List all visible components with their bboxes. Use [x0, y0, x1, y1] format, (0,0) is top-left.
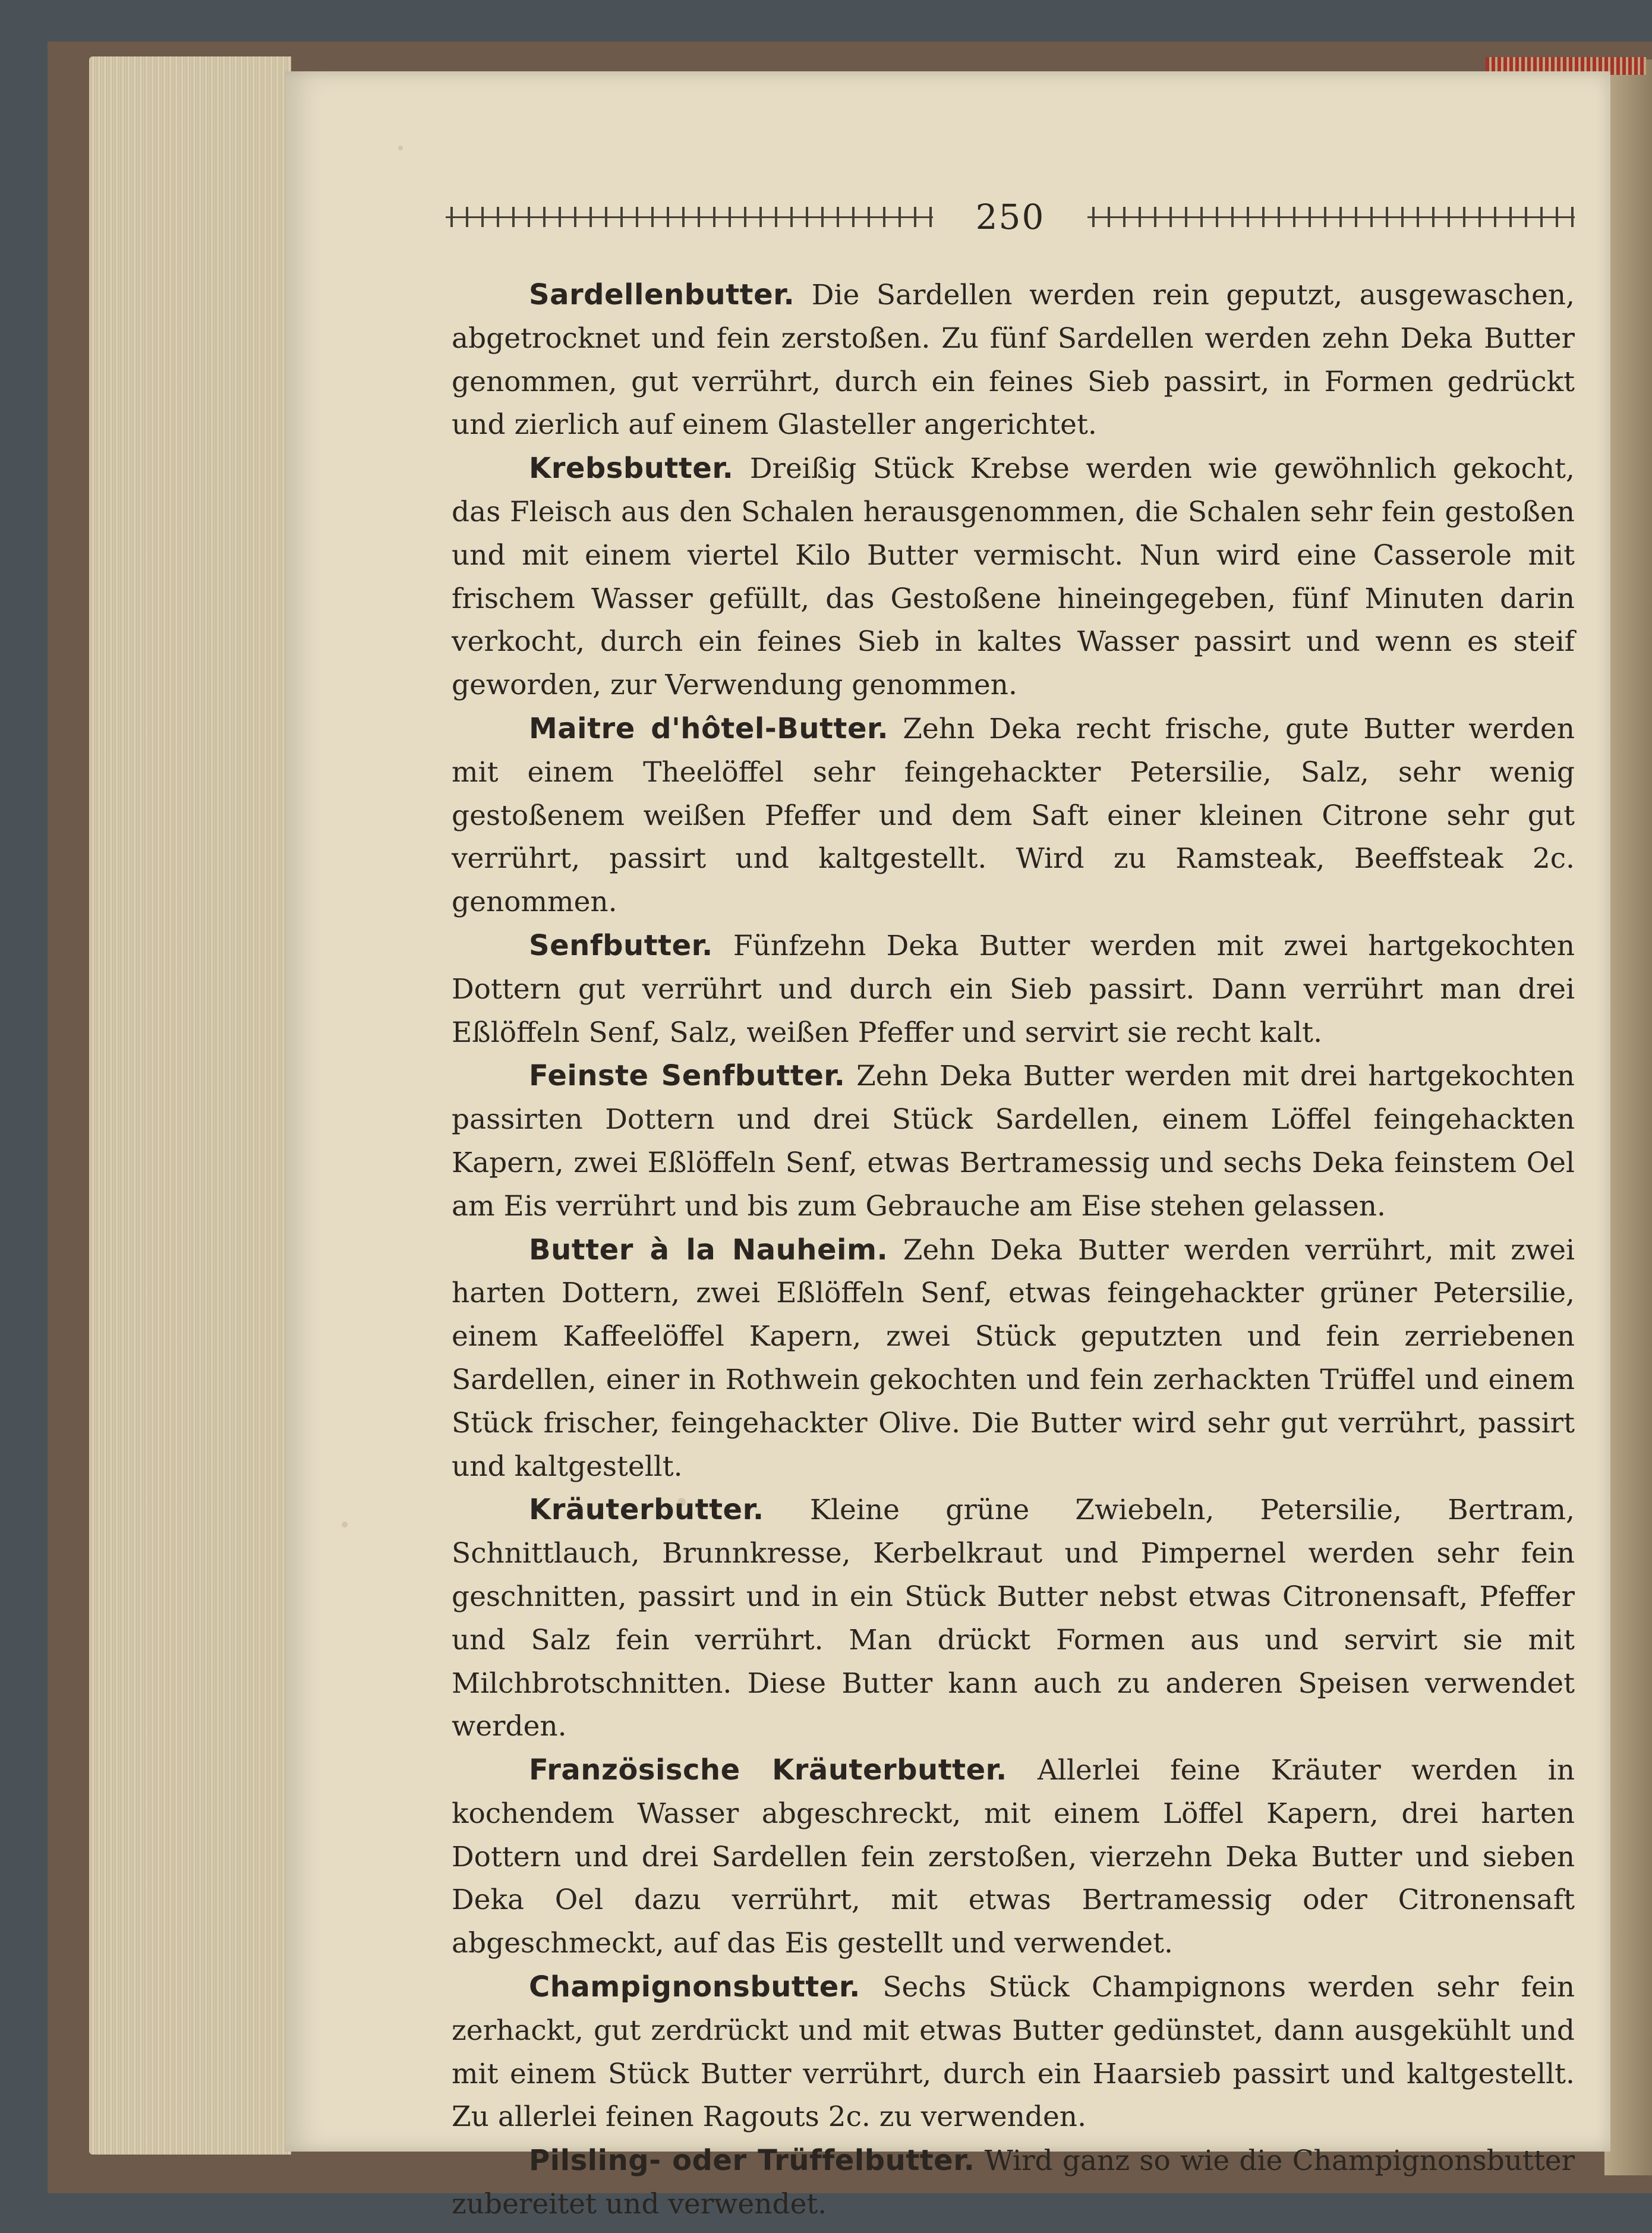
recipe-title: Krebsbutter.	[529, 452, 734, 486]
recipe-title: Butter à la Nauheim.	[529, 1233, 888, 1267]
recipe-title: Feinste Senfbutter.	[529, 1059, 846, 1093]
recipe-body: Allerlei feine Kräuter werden in kochendem Wasser abgeschreckt, mit einem Löffel Kapern, drei harten Dottern und drei Sardellen fein zerstoßen, vierzehn Deka Butter und sieben Deka Oel dazu verrührt, mit etwas Bertramessig oder Citronensaft abgeschmeckt, auf das Eis gestellt und verwendet.	[452, 1754, 1575, 1960]
page-edges	[89, 56, 291, 2155]
recipe-title: Kräuterbutter.	[529, 1493, 764, 1527]
recipe-title: Champignonsbutter.	[529, 1970, 860, 2004]
recipe-entry	[452, 1229, 1575, 1489]
recipe-entry	[452, 1488, 1575, 1749]
recipe-entry	[452, 924, 1575, 1054]
recipe-title: Pilsling- oder Trüffelbutter.	[529, 2144, 975, 2178]
recipe-body: Zehn Deka recht frische, gute Butter werden mit einem Theelöffel sehr feingehackter Petersilie, Salz, sehr wenig gestoßenem weißen Pfeffer und dem Saft einer kleinen Citrone sehr gut verrührt, passirt und kaltgestellt. Wird zu Ramsteak, Beeffsteak 2c. genommen.	[452, 712, 1575, 919]
recipe-body: Die Sardellen werden rein geputzt, ausgewaschen, abgetrocknet und fein zerstoßen. Zu fünf Sardellen werden zehn Deka Butter genommen, gut verrührt, durch ein feines Sieb passirt, in Formen gedrückt und zierlich auf einem Glasteller angerichtet.	[452, 279, 1575, 442]
recipe-body: Sechs Stück Champignons werden sehr fein zerhackt, gut zerdrückt und mit etwas Butter gedünstet, dann ausgekühlt und mit einem Stück Butter verrührt, durch ein Haarsieb passirt und kaltgestellt. Zu allerlei feinen Ragouts 2c. zu verwenden.	[452, 1971, 1575, 2134]
recipe-entry	[452, 447, 1575, 707]
recipe-body: Kleine grüne Zwiebeln, Petersilie, Bertram, Schnittlauch, Brunnkresse, Kerbelkraut und Pimpernel werden sehr fein geschnitten, passirt und in ein Stück Butter nebst etwas Citronensaft, Pfeffer und Salz fein verrührt. Man drückt Formen aus und servirt sie mit Milchbrotschnitten. Diese Butter kann auch zu anderen Speisen verwendet werden.	[452, 1494, 1575, 1743]
recipe-body: Fünfzehn Deka Butter werden mit zwei hartgekochten Dottern gut verrührt und durch ein Sieb passirt. Dann verrührt man drei Eßlöffeln Senf, Salz, weißen Pfeffer und servirt sie recht kalt.	[452, 929, 1575, 1049]
page-stain	[398, 146, 403, 150]
recipe-body: Zehn Deka Butter werden verrührt, mit zwei harten Dottern, zwei Eßlöffeln Senf, etwas feingehackter grüner Petersilie, einem Kaffeelöffel Kapern, zwei Stück geputzten und fein zerriebenen Sardellen, einer in Rothwein gekochten und fein zerhackten Trüffel und einem Stück frischer, feingehackter Olive. Die Butter wird sehr gut verrührt, passirt und kaltgestellt.	[452, 1233, 1575, 1483]
page-header	[446, 193, 1575, 241]
recipe-title: Maitre d'hôtel-Butter.	[529, 711, 889, 745]
right-page-edge	[1604, 59, 1652, 2175]
recipe-title: Sardellenbutter.	[529, 278, 795, 311]
page-number: 250	[975, 197, 1045, 237]
recipe-body: Dreißig Stück Krebse werden wie gewöhnlich gekocht, das Fleisch aus den Schalen herausgenommen, die Schalen sehr fein gestoßen und mit einem viertel Kilo Butter vermischt. Nun wird eine Casserole mit frischem Wasser gefüllt, das Gestoßene hineingegeben, fünf Minuten darin verkocht, durch ein feines Sieb in kaltes Wasser passirt und wenn es steif geworden, zur Verwendung genommen.	[452, 452, 1575, 702]
recipe-entry	[452, 2139, 1575, 2226]
header-ornament-left	[446, 207, 933, 227]
header-ornament-right	[1087, 207, 1575, 227]
recipe-title: Französische Kräuterbutter.	[529, 1753, 1007, 1787]
recipe-entry	[452, 707, 1575, 924]
recipe-body: Zehn Deka Butter werden mit drei hartgekochten passirten Dottern und drei Stück Sardellen, einem Löffel feingehackten Kapern, zwei Eßlöffeln Senf, etwas Bertramessig und sechs Deka feinstem Oel am Eis verrührt und bis zum Gebrauche am Eise stehen gelassen.	[452, 1060, 1575, 1223]
recipe-entry	[452, 1966, 1575, 2139]
recipe-text	[452, 273, 1575, 2226]
recipe-body: Wird ganz so wie die Champignonsbutter zubereitet und verwendet.	[452, 2144, 1575, 2221]
recipe-entry	[452, 1749, 1575, 1966]
recipe-title: Senfbutter.	[529, 928, 713, 962]
recipe-entry	[452, 1054, 1575, 1228]
recipe-entry	[452, 273, 1575, 447]
page-stain	[342, 1522, 348, 1527]
